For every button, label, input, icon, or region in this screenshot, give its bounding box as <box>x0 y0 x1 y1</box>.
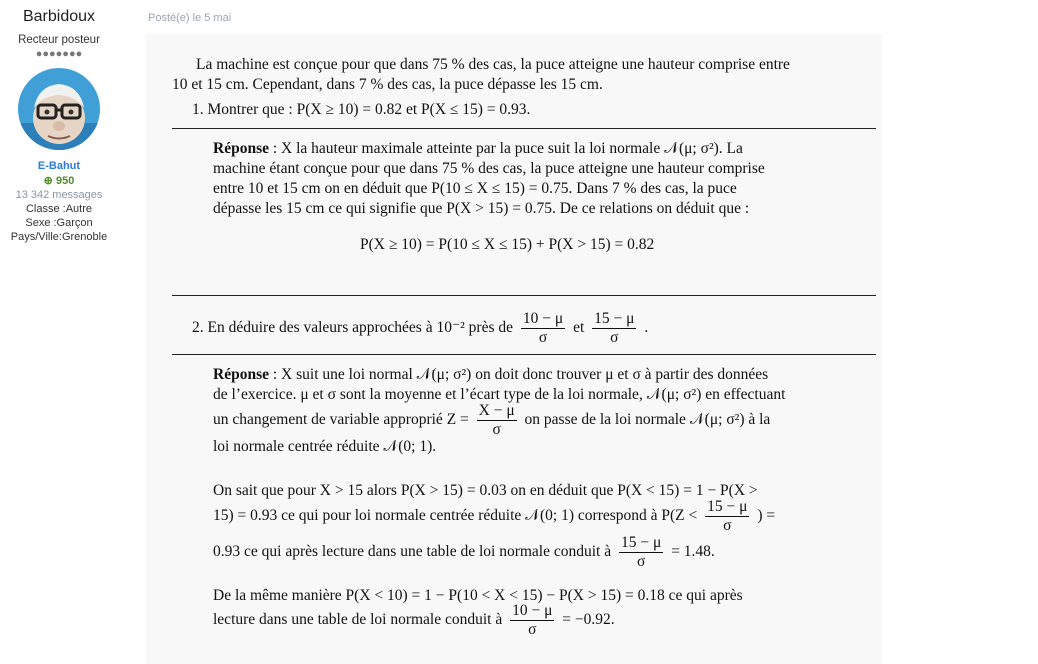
question-2 <box>192 310 648 347</box>
divider <box>172 295 876 296</box>
paragraph-4-line-1: De la même manière P(X < 10) = 1 − P(10 < X < 15) − P(X > 15) = 0.18 ce qui après <box>213 587 743 604</box>
denominator: σ <box>528 620 537 638</box>
line-text: on passe de la loi normale 𝒩(μ; σ²) à la <box>524 410 771 428</box>
answer-1-equation: P(X ≥ 10) = P(10 ≤ X ≤ 15) + P(X > 15) = 0.82 <box>360 236 655 253</box>
numerator: 15 − μ <box>594 310 635 327</box>
answer-1-line-1 <box>213 140 743 158</box>
denominator: σ <box>610 328 619 346</box>
line-text: lecture dans une table de loi normale conduit à <box>213 610 503 628</box>
answer-2-line-2: de l’exercice. μ et σ sont la moyenne et l’écart type de la loi normale, 𝒩(μ; σ²) en effectuant <box>213 386 786 403</box>
answer-2-line-3 <box>213 402 770 439</box>
line-text: = 1.48. <box>671 542 715 560</box>
denominator: σ <box>538 328 548 346</box>
fraction <box>477 402 517 439</box>
author-panel <box>0 0 118 243</box>
author-sexe: Sexe :Garçon <box>25 217 93 229</box>
line-text: ) = <box>757 506 776 524</box>
author-classe: Classe :Autre <box>25 203 93 215</box>
question-2-mid: et <box>573 318 585 336</box>
answer-2-line-1 <box>213 366 768 384</box>
fraction <box>521 310 565 347</box>
author-username[interactable]: Barbidoux <box>22 8 96 25</box>
paragraph-3-line-3 <box>213 534 715 571</box>
post-content-image <box>146 34 882 664</box>
intro-line-2: 10 et 15 cm. Cependant, dans 7 % des cas, la puce dépasse les 15 cm. <box>172 76 603 93</box>
post-count: 13 342 messages <box>15 189 103 201</box>
paragraph-3-line-1: On sait que pour X > 15 alors P(X > 15) = 0.03 on en déduit que P(X < 15) = 1 − P(X > <box>213 482 758 499</box>
line-text: 15) = 0.93 ce qui pour loi normale centrée réduite 𝒩(0; 1) correspond à P(Z < <box>213 506 698 524</box>
intro-line-1: La machine est conçue pour que dans 75 % des cas, la puce atteigne une hauteur comprise entre <box>196 56 790 73</box>
author-rank: Recteur posteur <box>18 34 100 46</box>
avatar[interactable] <box>18 68 100 150</box>
denominator: σ <box>492 420 501 438</box>
question-1: 1. Montrer que : P(X ≥ 10) = 0.82 et P(X ≤ 15) = 0.93. <box>192 101 531 118</box>
numerator: X − μ <box>478 402 515 419</box>
answer-label: Réponse <box>213 366 269 383</box>
answer-1-line-3: entre 10 et 15 cm on en déduit que P(10 ≤ X ≤ 15) = 0.75. Dans 7 % des cas, la puce <box>213 180 737 197</box>
paragraph-4-line-2 <box>213 602 615 639</box>
fraction <box>510 602 554 639</box>
line-text: un changement de variable approprié Z = <box>213 410 469 428</box>
fraction <box>619 534 663 571</box>
answer-text: : X suit une loi normal 𝒩(μ; σ²) on doit donc trouver μ et σ à partir des données <box>268 366 769 383</box>
answer-label: Réponse <box>213 140 269 157</box>
paragraph-3-line-2 <box>213 498 775 535</box>
author-pays: Pays/Ville:Grenoble <box>10 231 108 243</box>
numerator: 10 − μ <box>512 602 553 619</box>
fraction <box>592 310 636 347</box>
numerator: 10 − μ <box>522 310 564 327</box>
answer-1-line-2: machine étant conçue pour que dans 75 % des cas, la puce atteigne une hauteur comprise <box>213 160 765 177</box>
reputation <box>0 174 118 187</box>
fraction <box>705 498 749 535</box>
answer-2-line-4: loi normale centrée réduite 𝒩(0; 1). <box>213 438 437 455</box>
author-group: E-Bahut <box>37 160 81 172</box>
post-date[interactable]: Posté(e) le 5 mai <box>148 12 232 24</box>
question-2-suffix: . <box>644 318 649 336</box>
numerator: 15 − μ <box>707 498 748 515</box>
question-2-prefix: 2. En déduire des valeurs approchées à 10⁻² près de <box>192 318 513 336</box>
line-text: = −0.92. <box>562 610 615 628</box>
reputation-value: 950 <box>55 175 75 187</box>
denominator: σ <box>636 552 646 570</box>
denominator: σ <box>723 516 732 534</box>
answer-1-line-4: dépasse les 15 cm ce qui signifie que P(X > 15) = 0.75. De ce relations on déduit que : <box>213 200 750 217</box>
rank-dots: ●●●●●●● <box>35 48 83 60</box>
answer-text: : X la hauteur maximale atteinte par la puce suit la loi normale 𝒩(μ; σ²). La <box>268 140 743 157</box>
numerator: 15 − μ <box>621 534 662 551</box>
divider <box>172 128 876 129</box>
line-text: 0.93 ce qui après lecture dans une table de loi normale conduit à <box>213 542 612 560</box>
divider <box>172 354 876 355</box>
plus-circle-icon: ⊕ <box>43 175 53 187</box>
